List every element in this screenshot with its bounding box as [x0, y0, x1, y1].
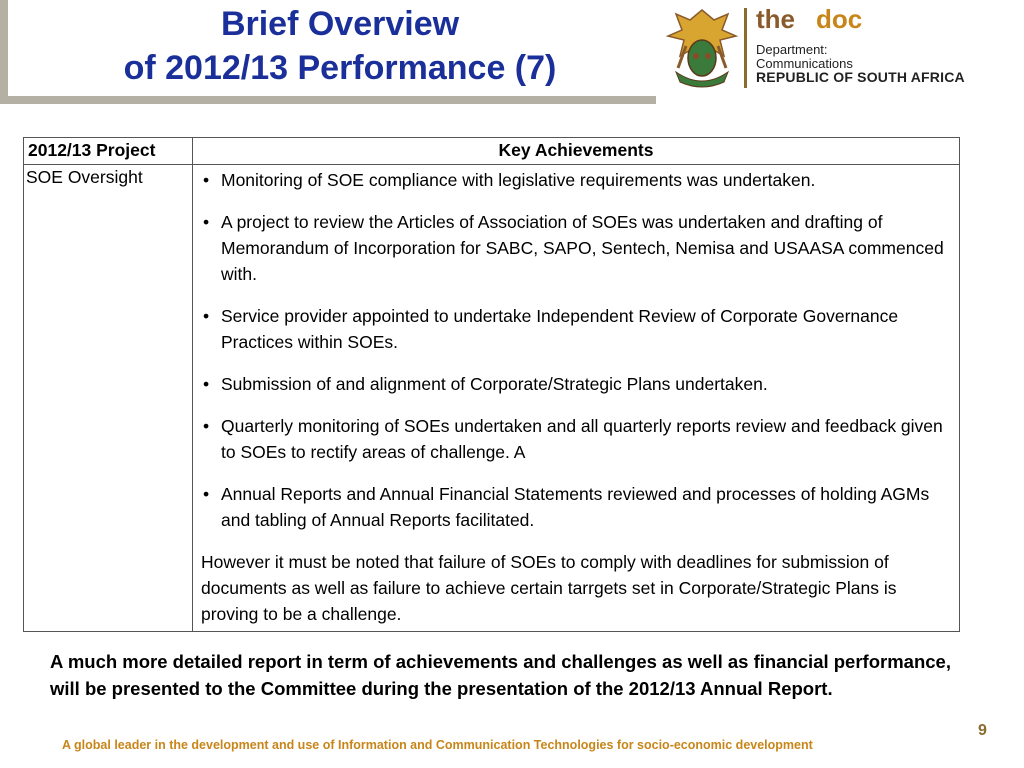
slide-title [40, 2, 640, 90]
department-logo [656, 2, 1020, 94]
footer-tagline: A global leader in the development and use of Information and Communication Technologies for socio-economic development [62, 738, 813, 752]
coat-of-arms-icon [662, 6, 742, 90]
page-number: 9 [978, 722, 987, 739]
table-row [24, 165, 960, 632]
title-line-1: Brief Overview [220, 5, 460, 43]
project-cell: SOE Oversight [24, 165, 193, 632]
achievement-item: • A project to review the Articles of Association of SOEs was undertaken and drafting of Memorandum of Incorporation for SABC, SAPO, Sentech, Nemisa and USAASA commenced with. [201, 209, 951, 287]
logo-divider [744, 8, 747, 88]
title-accent-bar [0, 0, 8, 104]
table-header-row [24, 138, 960, 165]
achievements-list [201, 167, 951, 533]
logo-department-label: Department: [756, 42, 828, 57]
summary-text: A much more detailed report in term of achievements and challenges as well as financial performance, will be presented to the Committee during the presentation of the 2012/13 Annual Report. [50, 651, 951, 699]
achievement-item: • Quarterly monitoring of SOEs undertaken and all quarterly reports review and feedback given to SOEs to rectify areas of challenge. A [201, 413, 951, 465]
logo-republic-label: REPUBLIC OF SOUTH AFRICA [756, 69, 965, 85]
achievement-item: • Service provider appointed to undertake Independent Review of Corporate Governance Practices within SOEs. [201, 303, 951, 355]
achievements-table [23, 137, 960, 632]
achievement-item: • Monitoring of SOE compliance with legislative requirements was undertaken. [201, 167, 951, 193]
header-key-achievements: Key Achievements [193, 138, 960, 165]
achievements-cell [193, 165, 960, 632]
achievement-item: • Annual Reports and Annual Financial Statements reviewed and processes of holding AGMs and tabling of Annual Reports facilitated. [201, 481, 951, 533]
header-project: 2012/13 Project [24, 138, 193, 165]
challenge-note: However it must be noted that failure of SOEs to comply with deadlines for submission of documents as well as failure to achieve certain tarrgets set in Corporate/Strategic Plans is proving to be a challenge. [201, 552, 897, 624]
title-line-2: of 2012/13 Performance (7) [123, 49, 557, 87]
title-underline-bar [0, 96, 656, 104]
logo-doc-text: doc [816, 4, 863, 34]
logo-communications-label: Communications [756, 56, 853, 71]
logo-the-text: the [756, 4, 795, 34]
achievement-item: • Submission of and alignment of Corporate/Strategic Plans undertaken. [201, 371, 951, 397]
